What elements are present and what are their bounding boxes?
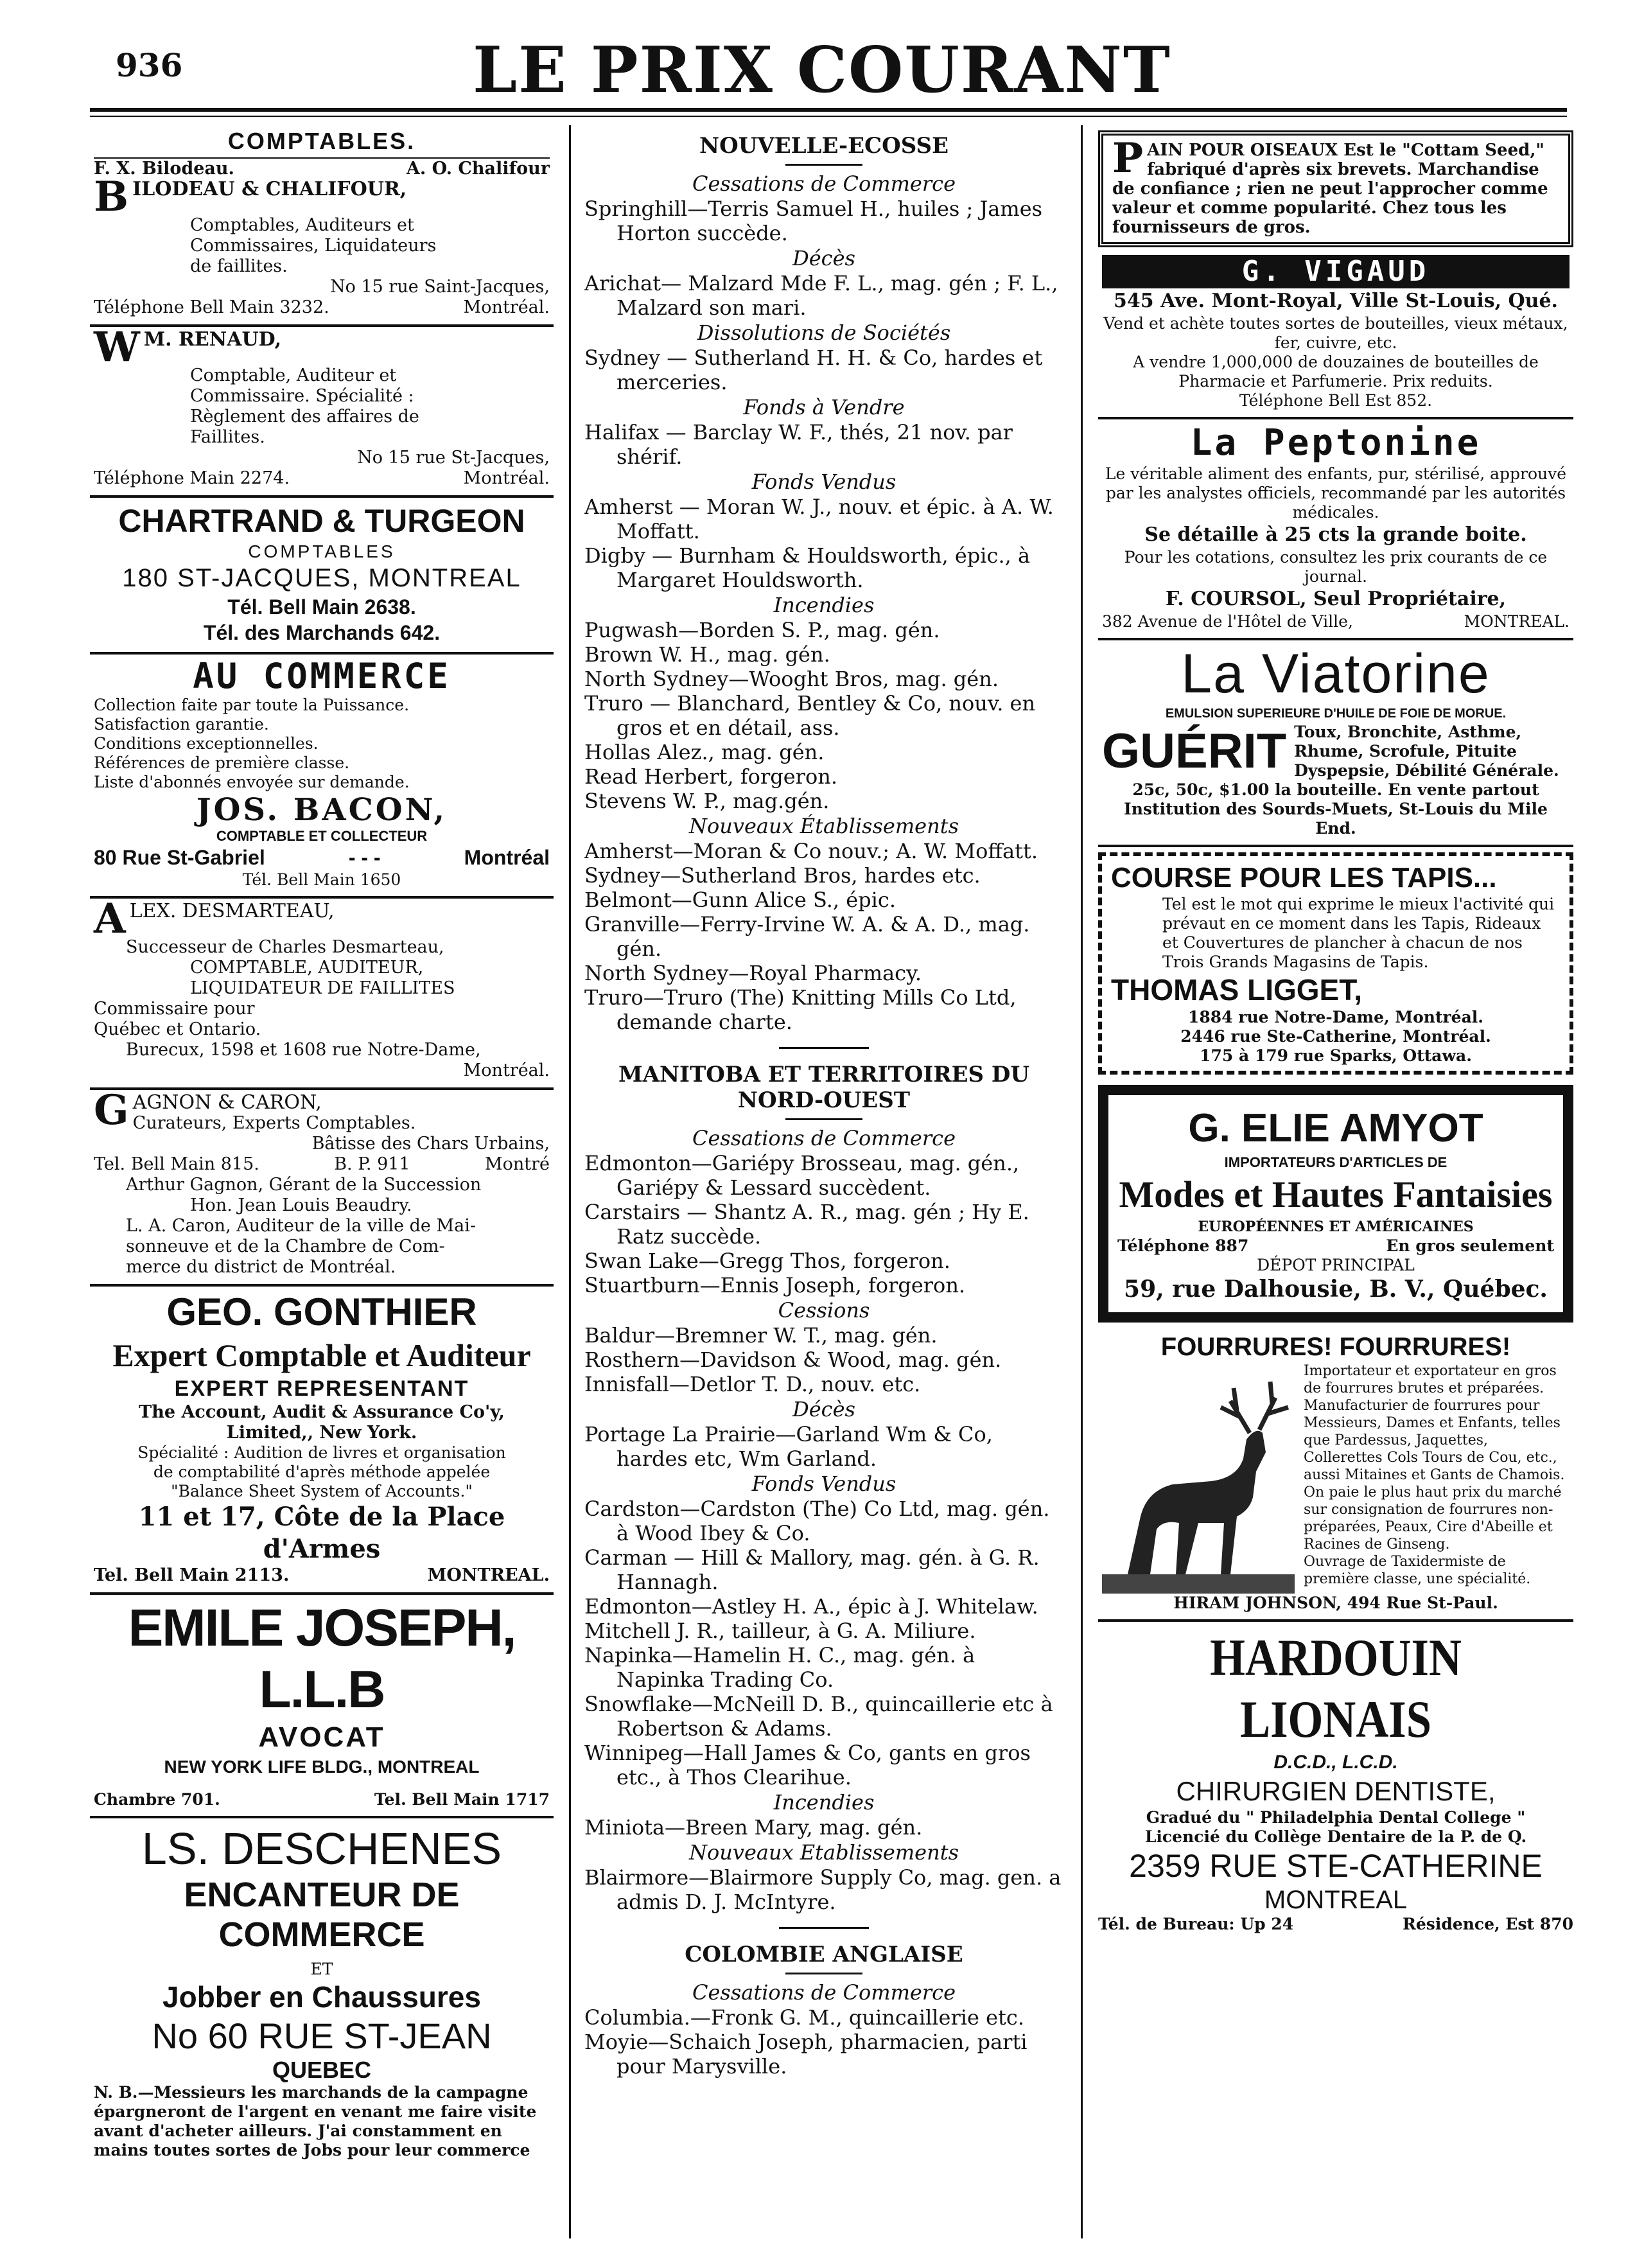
ad-title: CHIRURGIEN DENTISTE, [1176,1776,1496,1806]
list-item: Truro — Blanchard, Bentley & Co, nouv. en gros et en détail, ass. [584,691,1036,740]
ad-fourrures [1098,1329,1573,1622]
ad-bilodeau [90,125,554,327]
list-item: Winnipeg—Hall James & Co, gants en gros etc., à Thos Clearihue. [584,1741,1031,1789]
region-sections [584,1125,1063,1914]
list-item: Sydney—Sutherland Bros, hardes etc. [584,863,981,888]
text: Limited,, New York. [226,1423,417,1443]
text: QUEBEC [272,2057,372,2083]
list-item: Napinka—Hamelin H. C., mag. gén. à Napinka Trading Co. [584,1643,975,1692]
section-heading: Fonds à Vendre [743,395,905,419]
text: Ouvrage de Taxidermiste de première classe, une spécialité. [1304,1554,1531,1587]
ad-title: AVOCAT [258,1721,385,1753]
text: Faillites. [190,427,265,447]
text: DÉPOT PRINCIPAL [1257,1256,1415,1274]
ad-renaud [90,323,554,498]
text: Importateur et exportateur en gros de fourrures brutes et préparées. Manufacturier de fourrures pour Messieurs, Dames et Enfants, telles que Pardessus, Jaquettes, Collerettes Cols Tours de Cou, etc., aussi Mitaines et Gants de Chamois. [1304,1363,1565,1483]
list-item: Brown W. H., mag. gén. [584,642,830,667]
region-title: NOUVELLE-ECOSSE [699,133,949,159]
divider [785,1973,862,1974]
text: Commissaire. Spécialité : [190,386,414,406]
phone-row: Téléphone 887 En gros seulement [1117,1236,1554,1255]
list-item: Digby — Burnham & Houldsworth, épic., à Margaret Houldsworth. [584,543,1031,592]
address-row: 382 Avenue de l'Hôtel de Ville, MONTREAL. [1102,612,1570,631]
text: Licencié du Collège Dentaire de la P. de Q. [1144,1827,1527,1846]
text: LIQUIDATEUR DE FAILLITES [190,978,455,998]
address: 2446 rue Ste-Catherine, Montréal. [1180,1027,1491,1046]
text: 25c, 50c, $1.00 la bouteille. En vente partout [1132,780,1539,799]
list-item: Portage La Prairie—Garland Wm & Co, hardes etc, Wm Garland. [584,1422,993,1471]
column-right [1098,125,1573,2245]
firm-name: BILODEAU & CHALIFOUR, [94,173,407,221]
page-number: 936 [116,46,183,84]
list-item: Truro—Truro (The) Knitting Mills Co Ltd, demande charte. [584,985,1017,1034]
list-item: Columbia.—Fronk G. M., quincaillerie etc. [584,2005,1024,2030]
text: The Account, Audit & Assurance Co'y, [139,1402,505,1422]
list-item: Carman — Hill & Mallory, mag. gén. à G. R. Hannagh. [584,1545,1040,1594]
text: Comptables, Auditeurs et [190,215,414,235]
ad-amyot [1098,1085,1573,1323]
text: ET [310,1960,333,1978]
ad-tapis [1098,852,1573,1075]
section-heading: Nouveaux Établissements [689,814,959,838]
top-rule-thin [90,116,1567,117]
text: Gradué du " Philadelphia Dental College " [1146,1808,1526,1827]
text: sonneuve et de la Chambre de Com- [126,1236,445,1256]
list-item: Halifax — Barclay W. F., thés, 21 nov. par shérif. [584,420,1013,469]
ills [1294,723,1559,780]
text: D.C.D., L.C.D. [1273,1752,1398,1773]
divider [779,1927,869,1929]
partners-row: F. X. Bilodeau. A. O. Chalifour [94,159,550,179]
ad-lionais [1098,1622,1573,1934]
text: Pour les cotations, consultez les prix courants de ce journal. [1124,548,1548,586]
list-item: Edmonton—Astley H. A., épic à J. Whitelaw. [584,1594,1038,1619]
firm-name: La Viatorine [1181,643,1491,705]
text: Québec et Ontario. [94,1019,261,1039]
address: 1884 rue Notre-Dame, Montréal. [1188,1008,1483,1026]
region-title: COLOMBIE ANGLAISE [685,1942,963,1967]
section-heading: Fonds Vendus [751,1472,896,1496]
top-rule [90,108,1567,112]
ad-peptonine [1098,419,1573,640]
text: COMPTABLE ET COLLECTEUR [216,828,428,844]
text: L. A. Caron, Auditeur de la ville de Mai- [126,1216,476,1236]
firm-name: CHARTRAND & TURGEON [118,503,525,539]
text: Se détaille à 25 cts la grande boite. [1144,523,1527,546]
list-item: Pugwash—Borden S. P., mag. gén. [584,618,940,642]
list-item: Cardston—Cardston (The) Co Ltd, mag. gén. à Wood Ibey & Co. [584,1497,1050,1545]
text: GUÉRIT [1102,724,1287,778]
phone-row: Tel. Bell Main 815. B. P. 911 Montré [94,1154,550,1174]
section-heading: Incendies [773,593,875,617]
text: Satisfaction garantie. [94,715,269,734]
section-heading: Décès [792,1397,855,1421]
text: Dyspepsie, Débilité Générale. [1294,761,1559,780]
address: 175 à 179 rue Sparks, Ottawa. [1200,1046,1472,1065]
region-title: MANITOBA ET TERRITOIRES DU NORD-OUEST [618,1062,1030,1113]
address: NEW YORK LIFE BLDG., MONTREAL [164,1757,480,1777]
phone: Tél. Bell Main 2638. [227,595,416,619]
text: A vendre 1,000,000 de douzaines de bouteilles de Pharmacie et Parfumerie. Prix reduits. [1133,353,1539,391]
address: 545 Ave. Mont-Royal, Ville St-Louis, Qué. [1114,290,1558,312]
section-heading: Cessations de Commerce [692,171,956,196]
text: Collection faite par toute la Puissance. [94,696,410,714]
ad-title: Expert Comptable et Auditeur [112,1337,531,1373]
section-heading: Dissolutions de Sociétés [697,321,951,345]
list-item: Stevens W. P., mag.gén. [584,789,830,813]
ad-title: FOURRURES! FOURRURES! [1160,1333,1511,1361]
firm-name: THOMAS LIGGET, [1111,973,1362,1007]
column-left [90,125,554,2245]
cures-row [1102,723,1570,780]
ad-chartrand [90,498,554,655]
text: N. B.—Messieurs les marchands de la campagne [94,2083,529,2102]
firm-name: HARDOUIN LIONAIS [1210,1628,1462,1748]
phone-row: Téléphone Bell Main 3232. Montréal. [94,297,550,317]
phone: Tél. Bell Main 1650 [242,870,401,889]
section-heading: Cessations de Commerce [692,1126,956,1150]
address: No 15 rue Saint-Jacques, [330,277,550,297]
ad-oiseaux [1098,130,1573,247]
list-item: Sydney — Sutherland H. H. & Co, hardes et merceries. [584,346,1043,394]
divider [785,1118,862,1120]
list-item: Belmont—Gunn Alice S., épic. [584,888,896,912]
address: 11 et 17, Côte de la Place d'Armes [138,1502,505,1564]
column-rule-1 [569,125,571,2238]
text: F. COURSOL, Seul Propriétaire, [1165,588,1507,610]
text: avant d'acheter ailleurs. J'ai constamment en [94,2122,502,2140]
section-heading: Cessations de Commerce [692,1980,956,2005]
list-item: Amherst — Moran W. J., nouv. et épic. à A. W. Moffatt. [584,495,1054,543]
address: 2359 RUE STE-CATHERINE [1129,1848,1543,1884]
section-heading: Incendies [773,1790,875,1815]
text: Institution des Sourds-Muets, St-Louis du Mile End. [1124,800,1548,838]
firm-name: La Peptonine [1190,422,1482,464]
text: épargneront de l'argent en venant me faire visite [94,2102,537,2121]
list-item: Amherst—Moran & Co nouv.; A. W. Moffatt. [584,839,1038,863]
text: Rhume, Scrofule, Pituite [1294,742,1517,760]
list-item: Carstairs — Shantz A. R., mag. gén ; Hy E. Ratz succède. [584,1200,1029,1249]
address: 180 ST-JACQUES, MONTREAL [122,564,521,592]
ad-deschenes [90,1818,554,2164]
list-item: Arichat— Malzard Mde F. L., mag. gén ; F. L., Malzard son mari. [584,271,1058,320]
ad-joseph [90,1595,554,1818]
text: EXPERT REPRESENTANT [174,1376,469,1401]
list-item: Moyie—Schaich Joseph, pharmacien, parti pour Marysville. [584,2030,1028,2079]
ad-title: Modes et Hautes Fantaisies [1119,1174,1553,1215]
firm-name: G. ELIE AMYOT [1188,1106,1483,1150]
text: MONTREAL [1264,1886,1408,1914]
text: Vend et achète toutes sortes de bouteilles, vieux métaux, fer, cuivre, etc. [1103,314,1568,352]
ad-vigaud [1098,252,1573,419]
text: Liste d'abonnés envoyée sur demande. [94,773,410,791]
section-title: COMPTABLES. [227,128,416,154]
text: Montréal. [463,1060,550,1080]
address-row: 80 Rue St-Gabriel - - - Montréal [94,846,550,869]
region-sections [584,1980,1063,2079]
list-item: North Sydney—Royal Pharmacy. [584,961,922,985]
list-item: Hollas Alez., mag. gén. [584,740,825,764]
firm-name: EMILE JOSEPH, L.L.B [128,1599,516,1719]
text: Jobber en Chaussures [162,1980,481,2014]
text: Tel est le mot qui exprime le mieux l'activité qui prévaut en ce moment dans les Tapis, Rideaux et Couvertures de plancher à chacun de nos Trois Grands Magasins de Tapis. [1162,895,1555,971]
text: merce du district de Montréal. [126,1257,396,1277]
phone-row: Téléphone Main 2274. Montréal. [94,468,550,488]
text: IMPORTATEURS D'ARTICLES DE [1224,1154,1447,1170]
text: Commissaire pour [94,999,255,1019]
text: COMPTABLES [248,541,396,561]
text: Règlement des affaires de [190,407,419,426]
section-heading: Nouveaux Etablissements [689,1840,959,1865]
firm-name: ALEX. DESMARTEAU, [94,895,335,943]
address: No 15 rue St-Jacques, [357,448,550,468]
text: AIN POUR OISEAUX Est le "Cottam Seed," fabriqué d'après six brevets. Marchandise de confiance ; rien ne peut l'approcher comme valeur et comme popularité. Chez tous les fournisseurs de gros. [1112,141,1548,237]
address: 59, rue Dalhousie, B. V., Québec. [1124,1276,1548,1303]
address: No 60 RUE ST-JEAN [152,2016,492,2056]
list-item: Swan Lake—Gregg Thos, forgeron. [584,1249,950,1273]
list-item: Granville—Ferry-Irvine W. A. & A. D., mag. gén. [584,912,1030,961]
masthead: LE PRIX COURANT [473,33,1171,107]
text: Commissaires, Liquidateurs [190,236,437,256]
text: mains toutes sortes de Jobs pour leur commerce [94,2141,530,2159]
ad-desmarteau [90,895,554,1090]
phone-row: Chambre 701. Tel. Bell Main 1717 [94,1790,550,1809]
firm-name: W M. RENAUD, [94,323,282,371]
list-item: Mitchell J. R., tailleur, à G. A. Miliure. [584,1619,976,1643]
phone-row: Tel. Bell Main 2113. MONTREAL. [94,1565,550,1585]
section-heading: Cessions [778,1298,870,1323]
initial: P [1112,134,1144,182]
text: "Balance Sheet System of Accounts." [171,1482,473,1500]
text: Bâtisse des Chars Urbains, [311,1134,550,1154]
text: Spécialité : Audition de livres et organisation [137,1443,506,1462]
text: EMULSION SUPERIEURE D'HUILE DE FOIE DE MORUE. [1165,707,1507,721]
phone: Téléphone Bell Est 852. [1239,391,1433,410]
text: Arthur Gagnon, Gérant de la Succession [126,1175,482,1195]
list-item: Innisfall—Detlor T. D., nouv. etc. [584,1372,921,1396]
list-item: Blairmore—Blairmore Supply Co, mag. gen. a admis D. J. McIntyre. [584,1865,1062,1914]
list-item: Stuartburn—Ennis Joseph, forgeron. [584,1273,966,1297]
text: Hon. Jean Louis Beaudry. [190,1195,412,1215]
divider [785,164,862,166]
list-item: Rosthern—Davidson & Wood, mag. gén. [584,1348,1002,1372]
ad-bacon [90,655,554,899]
section-heading: Fonds Vendus [751,470,896,494]
text: de comptabilité d'après méthode appelée [153,1463,491,1481]
text: HIRAM JOHNSON, 494 Rue St-Paul. [1173,1594,1498,1612]
address: Burecux, 1598 et 1608 rue Notre-Dame, [126,1040,481,1060]
phone-row: Tél. de Bureau: Up 24 Résidence, Est 870 [1098,1915,1573,1933]
section-heading: Décès [792,246,855,270]
ad-title: AU COMMERCE [193,656,451,696]
phone: Tél. des Marchands 642. [203,621,441,644]
divider [779,1047,869,1049]
ad-gonthier [90,1287,554,1595]
ad-gagnon [90,1086,554,1287]
text: Comptable, Auditeur et [190,365,397,385]
text: Curateurs, Experts Comptables. [132,1113,416,1133]
firm-name: GEO. GONTHIER [166,1290,477,1333]
ad-title: COURSE POUR LES TAPIS... [1111,862,1497,893]
list-item: Miniota—Breen Mary, mag. gén. [584,1815,923,1840]
firm-name: GAGNON & CARON, [94,1086,322,1134]
text: EUROPÉENNES ET AMÉRICAINES [1198,1218,1474,1235]
region-sections [584,171,1063,1034]
list-item: Snowflake—McNeill D. B., quincaillerie etc à Robertson & Adams. [584,1692,1053,1741]
text: On paie le plus haut prix du marché sur consignation de fourrures non-préparées, Peaux, Cire d'Abeille et Racines de Ginseng. [1304,1484,1562,1552]
column-middle [584,125,1063,2245]
column-rule-2 [1081,125,1083,2238]
text: Références de première classe. [94,753,350,772]
list-item: Baldur—Bremner W. T., mag. gén. [584,1323,938,1348]
list-item: Springhill—Terris Samuel H., huiles ; James Horton succède. [584,197,1043,245]
ad-viatorine [1098,640,1573,847]
firm-name: JOS. BACON, [196,792,448,828]
list-item: Edmonton—Gariépy Brosseau, mag. gén., Gariépy & Lessard succèdent. [584,1151,1020,1200]
text: Successeur de Charles Desmarteau, [126,937,444,957]
ad-title: ENCANTEUR DE COMMERCE [184,1876,460,1954]
elk-illustration [1102,1362,1295,1594]
text: Le véritable aliment des enfants, pur, stérilisé, approuvé par les analystes officiels, recommandé par les autorités médicales. [1105,464,1567,522]
text: de faillites. [190,256,288,276]
text: Conditions exceptionnelles. [94,734,319,753]
list-item: Read Herbert, forgeron. [584,764,837,789]
text: Toux, Bronchite, Asthme, [1294,723,1522,741]
text: COMPTABLE, AUDITEUR, [190,958,424,978]
firm-name: LS. DESCHENES [141,1824,502,1874]
list-item: North Sydney—Wooght Bros, mag. gén. [584,667,999,691]
firm-name: G. VIGAUD [1102,255,1570,288]
